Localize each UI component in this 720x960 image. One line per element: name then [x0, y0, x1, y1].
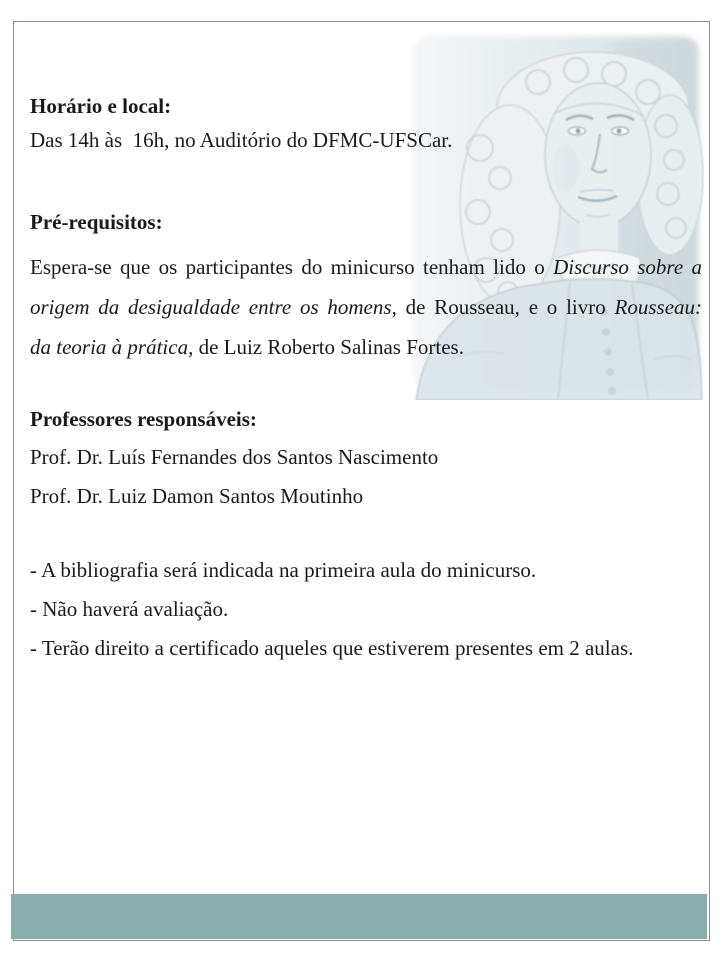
book-title-italic: da teoria à prática — [30, 335, 189, 359]
professor-name-2: Prof. Dr. Luiz Damon Santos Moutinho — [30, 484, 364, 508]
professor-name-1: Prof. Dr. Luís Fernandes dos Santos Nascimento — [30, 445, 439, 469]
book-title-italic: Rousseau: — [614, 295, 702, 319]
schedule-heading: Horário e local: — [30, 94, 172, 118]
book-title-italic: Discurso sobre a — [553, 255, 702, 279]
text-run: Espera-se que os participantes do minicurso tenham lido o — [30, 255, 554, 279]
prerequisites-line-1 — [30, 247, 702, 287]
bottom-accent-bar — [11, 894, 707, 939]
text-run: , de Rousseau, e o livro — [391, 295, 615, 319]
prerequisites-paragraph — [30, 247, 702, 367]
schedule-line: Das 14h às 16h, no Auditório do DFMC-UFSCar. — [30, 128, 453, 152]
prerequisites-line-2 — [30, 287, 702, 327]
note-evaluation: - Não haverá avaliação. — [30, 597, 229, 621]
note-certificate: - Terão direito a certificado aqueles que estiverem presentes em 2 aulas. — [30, 636, 634, 660]
book-title-italic: origem da desigualdade entre os homens — [30, 295, 392, 319]
note-bibliography: - A bibliografia será indicada na primeira aula do minicurso. — [30, 558, 537, 582]
prerequisites-heading: Pré-requisitos: — [30, 210, 163, 234]
text-run: , de Luiz Roberto Salinas Fortes. — [188, 335, 464, 359]
prerequisites-line-3 — [30, 327, 702, 367]
professors-heading: Professores responsáveis: — [30, 407, 257, 431]
